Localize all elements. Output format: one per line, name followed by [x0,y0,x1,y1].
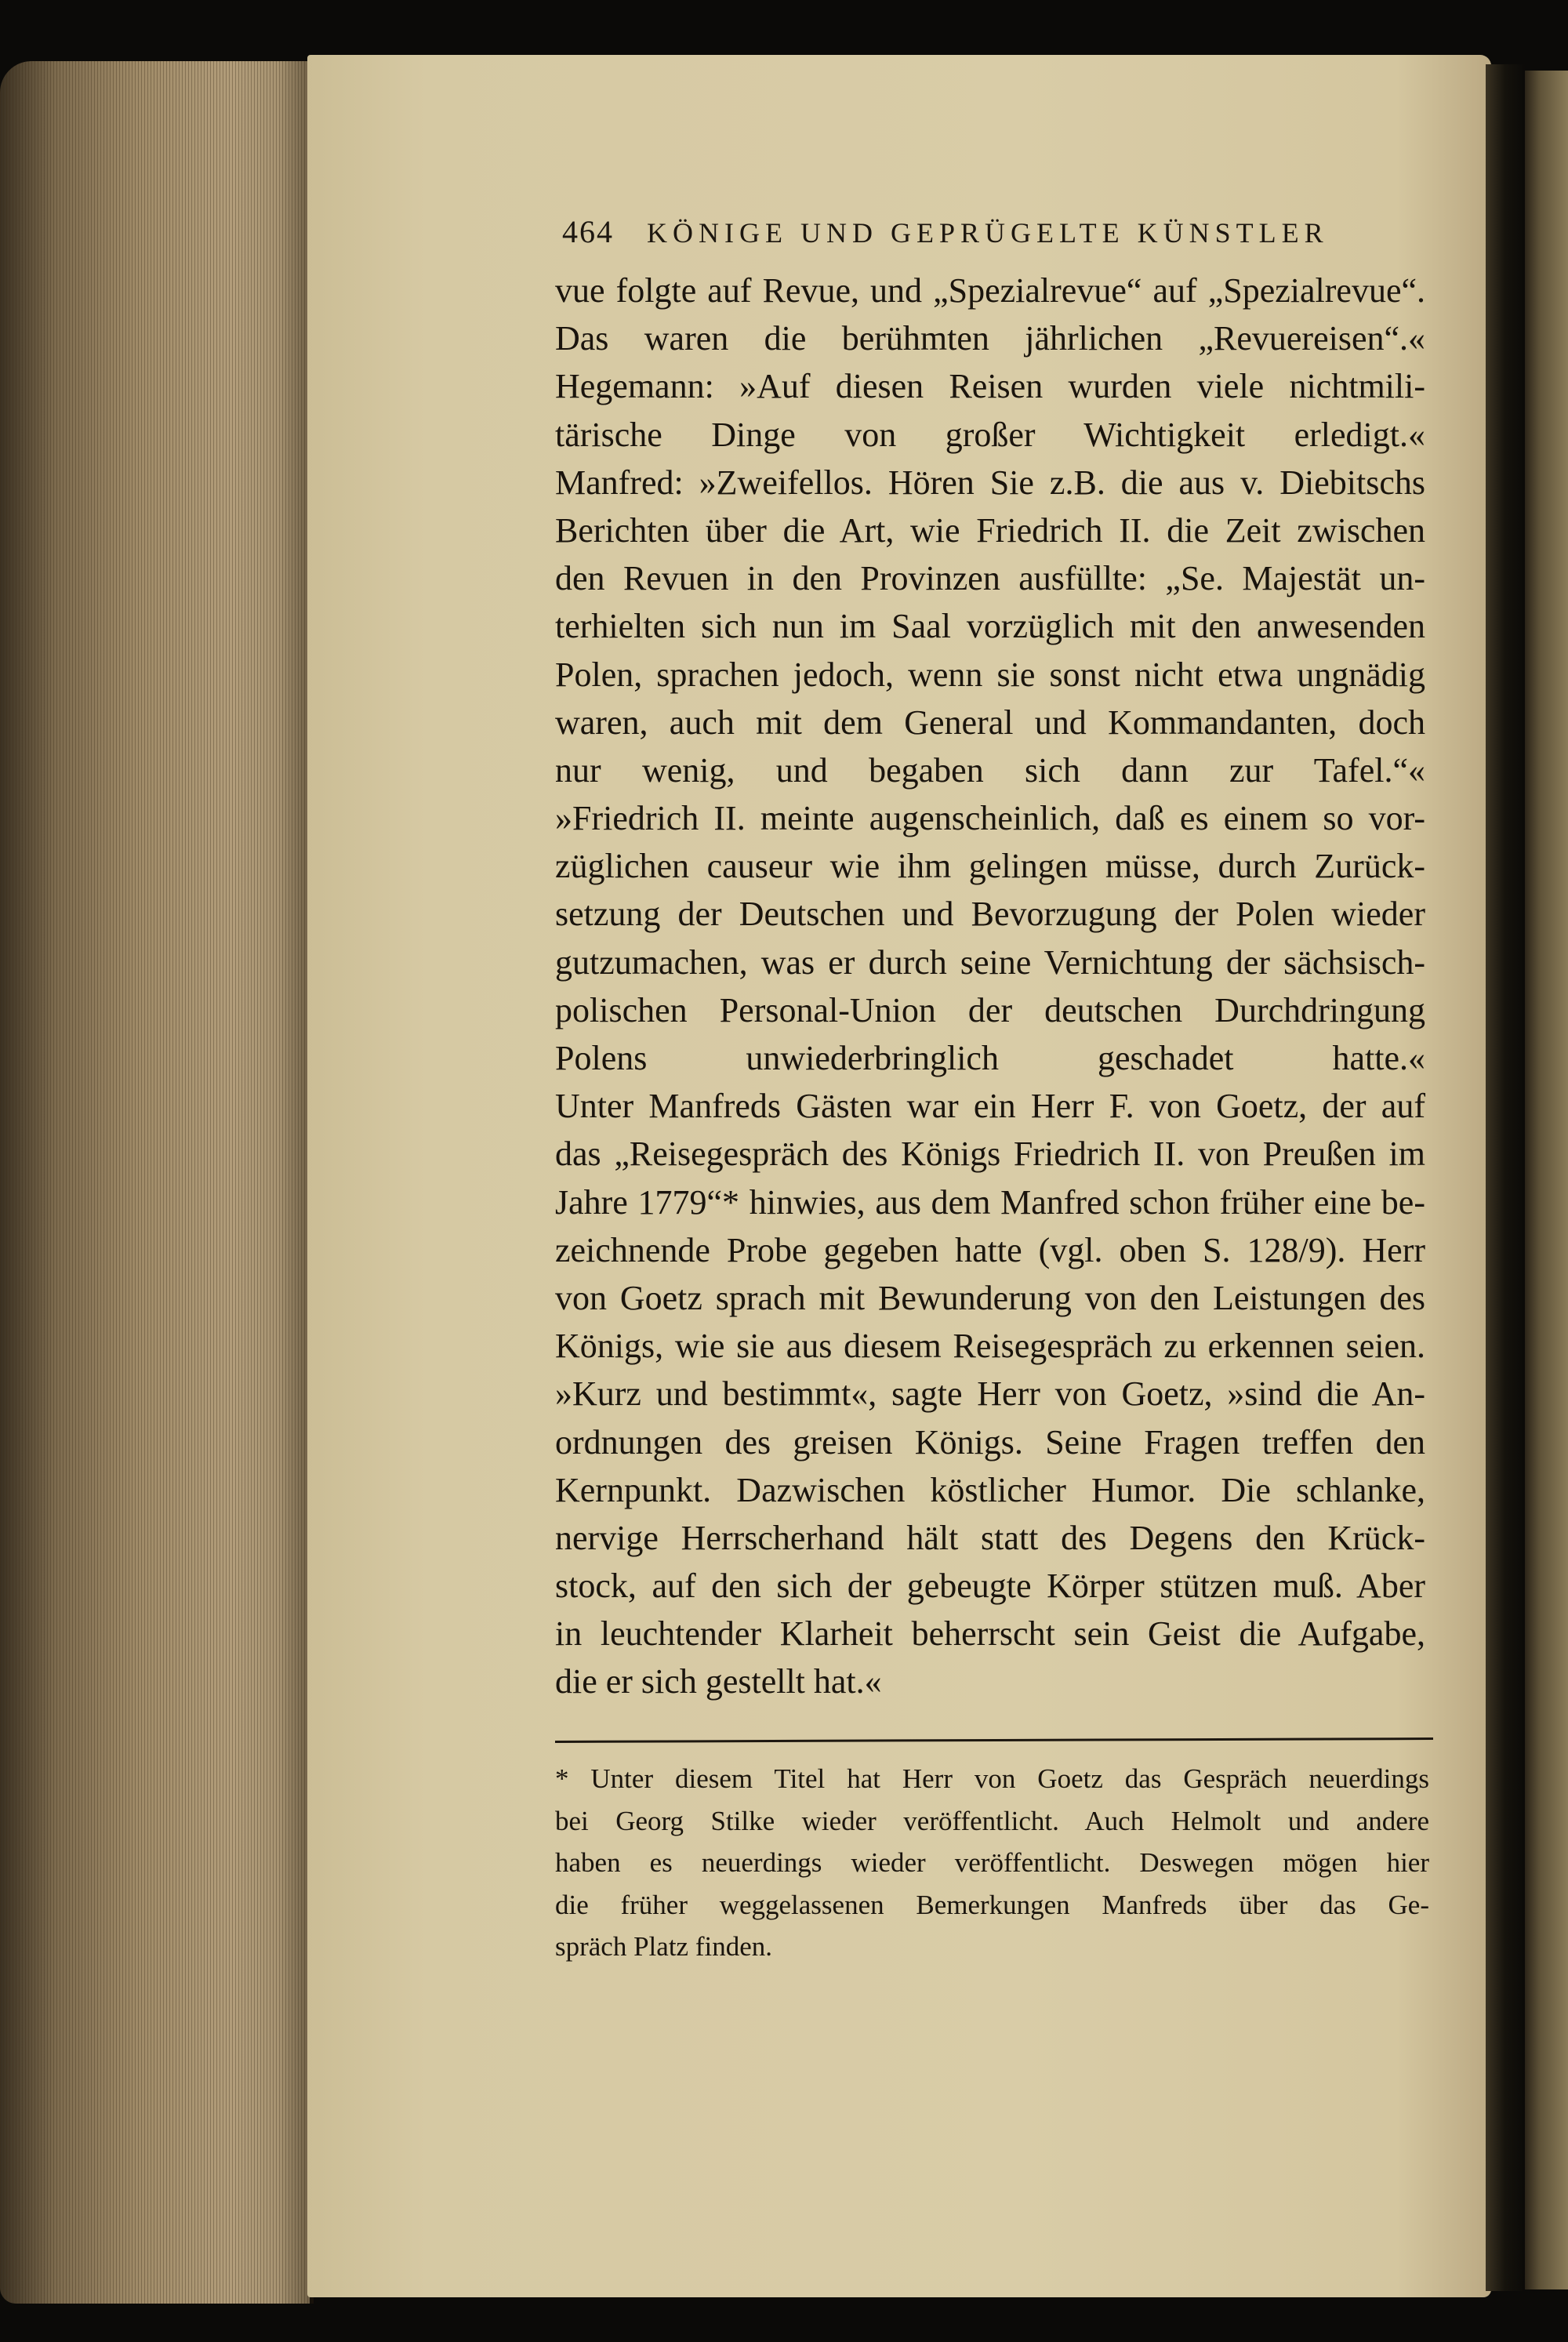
footnote-line: * Unter diesem Titel hat Herr von Goetz das Gespräch neuerdings [555,1763,1429,1794]
text-line: »Kurz und bestimmt«, sagte Herr von Goetz, »sind die An- [555,1374,1425,1414]
text-line: Hegemann: »Auf diesen Reisen wurden viele nichtmili- [555,367,1425,406]
text-line: die er sich gestellt hat.« [555,1662,882,1701]
text-line: Jahre 1779“* hinwies, aus dem Manfred schon früher eine be- [555,1182,1425,1222]
text-line: Manfred: »Zweifellos. Hören Sie z.B. die aus v. Diebitschs [555,463,1425,502]
text-line: »Friedrich II. meinte augenscheinlich, daß es einem so vor- [555,799,1425,838]
text-line: in leuchtender Klarheit beherrscht sein Geist die Aufgabe, [555,1614,1425,1654]
book-gutter [1486,64,1525,2291]
text-line: polischen Personal-Union der deutschen Durchdringung [555,990,1425,1029]
facing-page-edge [1525,71,1568,2289]
text-line: setzung der Deutschen und Bevorzugung der Polen wieder [555,895,1425,934]
running-header [562,213,1385,250]
text-line: Berichten über die Art, wie Friedrich II. die Zeit zwischen [555,510,1425,550]
footnote [555,1758,1429,1968]
text-line: das „Reisegespräch des Königs Friedrich II. von Preußen im [555,1135,1425,1174]
text-line: zeichnende Probe gegeben hatte (vgl. oben S. 128/9). Herr [555,1230,1425,1269]
text-line: Königs, wie sie aus diesem Reisegespräch zu erkennen seien. [555,1327,1425,1366]
text-line: stock, auf den sich der gebeugte Körper stützen muß. Aber [555,1567,1425,1606]
text-line: Polen, sprachen jedoch, wenn sie sonst nicht etwa ungnädig [555,655,1425,694]
text-line: vue folgte auf Revue, und „Spezialrevue“ auf „Spezialrevue“. [555,271,1425,310]
text-line: Kernpunkt. Dazwischen köstlicher Humor. Die schlanke, [555,1470,1425,1509]
footnote-line: haben es neuerdings wieder veröffentlicht. Deswegen mögen hier [555,1847,1429,1878]
text-line: nur wenig, und begaben sich dann zur Tafel.“« [555,750,1425,790]
text-line: terhielten sich nun im Saal vorzüglich mit den anwesenden [555,607,1425,646]
text-line: gutzumachen, was er durch seine Vernichtung der sächsisch- [555,942,1425,982]
body-text [555,267,1425,1706]
text-line: waren, auch mit dem General und Kommandanten, doch [555,703,1425,742]
text-line: Polens unwiederbringlich geschadet hatte.« [555,1039,1425,1077]
text-line: Das waren die berühmten jährlichen „Revuereisen“.« [555,319,1425,358]
text-line: ordnungen des greisen Königs. Seine Fragen treffen den [555,1422,1425,1461]
page-stack-edge [0,61,310,2304]
text-line: von Goetz sprach mit Bewunderung von den Leistungen des [555,1278,1425,1317]
text-line: Unter Manfreds Gästen war ein Herr F. von Goetz, der auf [555,1087,1425,1126]
text-line: den Revuen in den Provinzen ausfüllte: „Se. Majestät un- [555,559,1425,598]
text-line: züglichen causeur wie ihm gelingen müsse, durch Zurück- [555,847,1425,886]
page-number: 464 [562,214,614,249]
footnote-line: spräch Platz finden. [555,1931,772,1962]
text-line: nervige Herrscherhand hält statt des Degens den Krück- [555,1518,1425,1557]
footnote-line: die früher weggelassenen Bemerkungen Manfreds über das Ge- [555,1889,1429,1920]
text-line: tärische Dinge von großer Wichtigkeit erledigt.« [555,415,1425,454]
running-head-title: KÖNIGE UND GEPRÜGELTE KÜNSTLER [647,217,1329,249]
footnote-line: bei Georg Stilke wieder veröffentlicht. Auch Helmolt und andere [555,1805,1429,1836]
